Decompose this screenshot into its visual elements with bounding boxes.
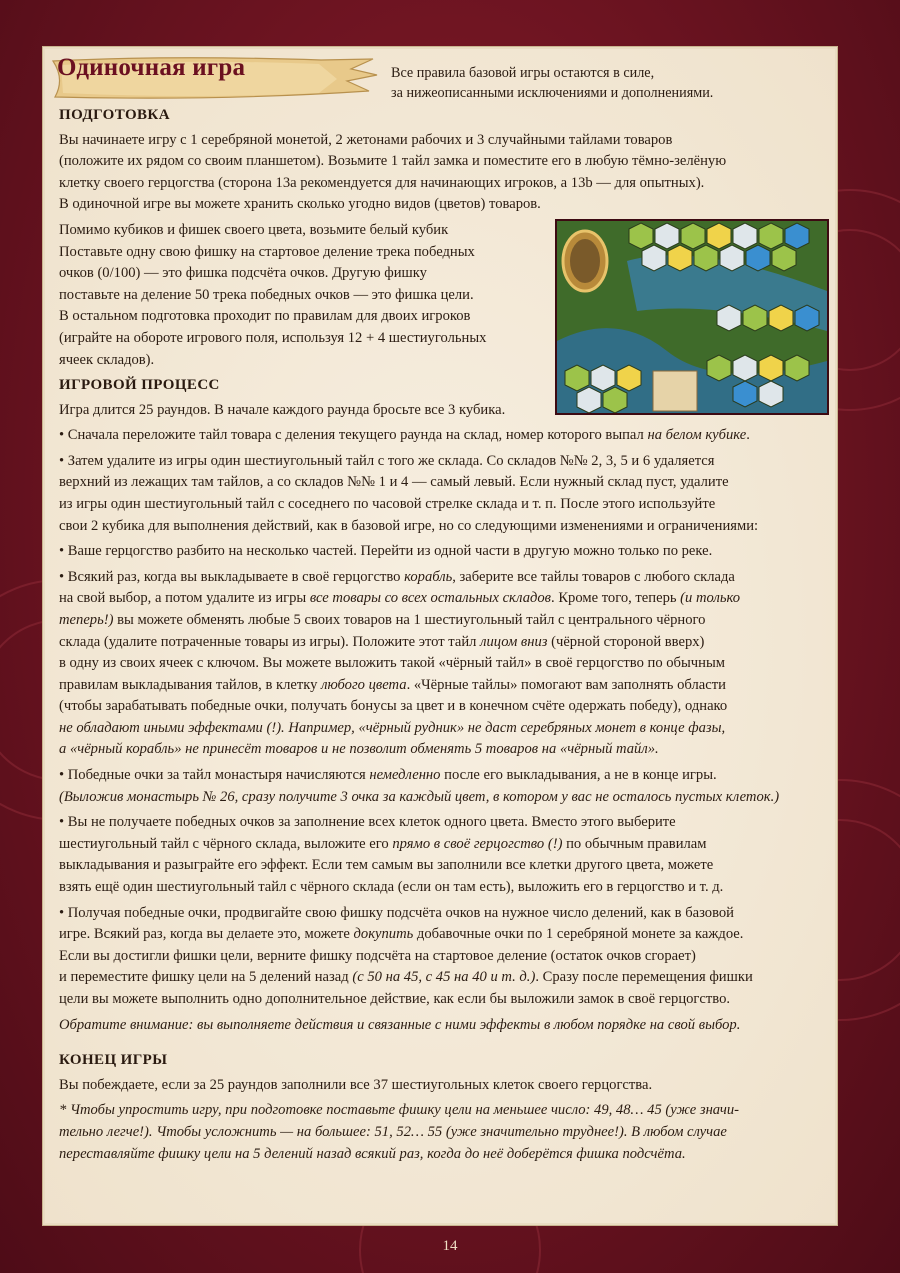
process-heading: ИГРОВОЙ ПРОЦЕСС	[59, 376, 220, 393]
parchment-page	[42, 46, 838, 1226]
setup-paragraph-2: Помимо кубиков и фишек своего цвета, возьмите белый кубик Поставьте одну свою фишку на стартовое деление трека победных очков (0/100) — это фишка подсчёта очков. Другую фишку поставьте на деление 50 трека победных очков — это фишка цели. В остальном подготовка проходит по правилам для двоих игроков (играйте на обороте игрового поля, используя 12 + 4 шестиугольных ячеек складов).	[59, 221, 487, 368]
rule-bullet: • Ваше герцогство разбито на несколько частей. Перейти из одной части в другую можно только по реке.	[59, 543, 713, 560]
intro-line: Все правила базовой игры остаются в силе,	[391, 65, 655, 81]
page-title: Одиночная игра	[57, 54, 246, 81]
player-board-image	[555, 219, 829, 415]
rule-bullet-monastery: • Победные очки за тайл монастыря начисляются немедленно после его выкладывания, а не в конце игры. (Выложив монастырь № 26, сразу получите 3 очка за каждый цвет, в котором у вас не осталось пустых клеток.)	[59, 767, 780, 805]
rule-bullet-score: • Получая победные очки, продвигайте свою фишку подсчёта очков на нужное число делений, как в базовой игре. Всякий раз, когда вы делаете это, можете докупить добавочные очки по 1 серебряной монете за каждое. Если вы достигли фишки цели, верните фишку подсчёта на стартовое деление (остаток очков сгорает) и переместите фишку цели на 5 делений назад (с 50 на 45, с 45 на 40 и т. д.). Сразу после перемещения фишки цели вы можете выполнить одно дополнительное действие, как если бы выложили замок в своё герцогство.	[59, 904, 753, 1007]
duchy-board-illustration	[557, 221, 827, 413]
setup-with-image	[59, 220, 829, 368]
end-text: Вы побеждаете, если за 25 раундов заполнили все 37 шестиугольных клеток своего герцогства.	[59, 1076, 653, 1093]
setup-paragraph-1: Вы начинаете игру с 1 серебряной монетой, 2 жетонами рабочих и 3 случайными тайлами товаров (положите их рядом со своим планшетом). Возьмите 1 тайл замка и поместите его в любую тёмно-зелёную клетку своего герцогства (сторона 13a рекомендуется для начинающих игроков, а 13b — для опытных). В одиночной игре вы можете хранить сколько угодно видов (цветов) товаров.	[59, 131, 727, 213]
intro-text	[391, 63, 831, 103]
rules-content	[59, 105, 829, 1165]
process-note: Обратите внимание: вы выполняете действия и связанные с ними эффекты в любом порядке на свой выбор.	[59, 1016, 741, 1033]
intro-line: за нижеописанными исключениями и дополнениями.	[391, 85, 714, 101]
rule-bullet: • Сначала переложите тайл товара с деления текущего раунда на склад, номер которого выпал на белом кубике.	[59, 427, 750, 444]
process-intro: Игра длится 25 раундов. В начале каждого раунда бросьте все 3 кубика.	[59, 401, 506, 418]
footnote: * Чтобы упростить игру, при подготовке поставьте фишку цели на меньшее число: 49, 48… 45 (уже значи- тельно легче!). Чтобы усложнить — на большее: 51, 52… 55 (уже значительно труднее!). В любом случае переставляйте фишку цели на 5 делений назад всякий раз, когда до неё доберётся фишка подсчёта.	[59, 1102, 740, 1162]
page-number: 14	[442, 1238, 458, 1254]
rule-bullet-ship: • Всякий раз, когда вы выкладываете в своё герцогство корабль, заберите все тайлы товаров с любого склада на свой выбор, а потом удалите из игры все товары со всех остальных складов. Кроме того, теперь (и только теперь!) вы можете обменять любые 5 своих товаров на 1 шестиугольный тайл с центрального чёрного склада (удалите потраченные товары из игры). Положите этот тайл лицом вниз (чёрной стороной вверх) в одну из своих ячеек с ключом. Вы можете выложить такой «чёрный тайл» в своё герцогство по обычным правилам выкладывания тайлов, в клетку любого цвета. «Чёрные тайлы» помогают вам заполнять области (чтобы зарабатывать победные очки, получать бонусы за цвет и в конечном счёте одержать победу), однако не обладают иными эффектами (!). Например, «чёрный рудник» не даст серебряных монет в конце фазы, а «чёрный корабль» не принесёт товаров и не позволит обменять 5 товаров на «чёрный тайл».	[59, 568, 741, 758]
rule-bullet-colors: • Вы не получаете победных очков за заполнение всех клеток одного цвета. Вместо этого выберите шестиугольный тайл с чёрного склада, выложите его прямо в своё герцогство (!) по обычным правилам выкладывания и разыграйте его эффект. Если тем самым вы заполнили все клетки другого цвета, можете взять ещё один шестиугольный тайл с чёрного склада (если он там есть), выложить его в герцогство и т. д.	[59, 814, 724, 896]
setup-heading: ПОДГОТОВКА	[59, 107, 170, 123]
end-heading: КОНЕЦ ИГРЫ	[59, 1052, 168, 1069]
rule-bullet: • Затем удалите из игры один шестиугольный тайл с того же склада. Со складов №№ 2, 3, 5 и 6 удаляется верхний из лежащих там тайлов, а со складов №№ 1 и 4 — самый левый. Если нужный склад пуст, удалите из игры один шестиугольный тайл с соседнего по часовой стрелке склада и т. п. После этого используйте свои 2 кубика для выполнения действий, как в базовой игре, но со следующими изменениями и ограничениями:	[59, 452, 759, 534]
